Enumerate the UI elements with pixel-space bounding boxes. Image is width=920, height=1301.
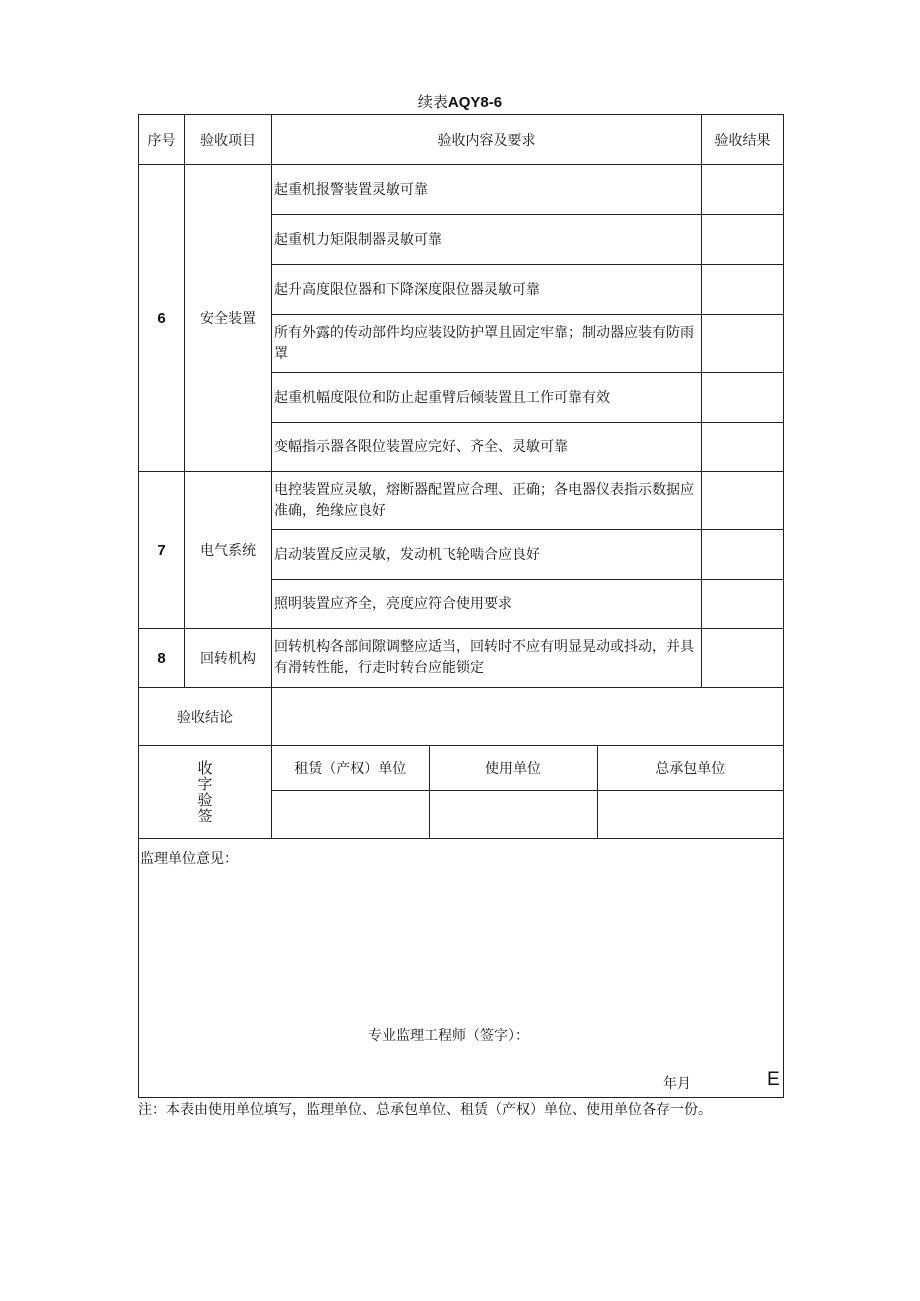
result-cell[interactable] bbox=[702, 530, 784, 580]
header-content: 验收内容及要求 bbox=[272, 115, 702, 165]
signature-user-cell[interactable] bbox=[429, 790, 597, 838]
result-cell[interactable] bbox=[702, 423, 784, 472]
requirement-cell: 启动装置反应灵敏，发动机飞轮啮合应良好 bbox=[272, 530, 702, 580]
requirement-cell: 回转机构各部间隙调整应适当，回转时不应有明显晃动或抖动，并具有滑转性能，行走时转台应能锁定 bbox=[272, 629, 702, 688]
opinion-cell[interactable] bbox=[139, 839, 784, 1098]
engineer-signature-label: 专业监理工程师（签字）： bbox=[368, 1028, 529, 1044]
unit-user: 使用单位 bbox=[429, 746, 597, 790]
group-item: 电气系统 bbox=[185, 472, 272, 629]
result-cell[interactable] bbox=[702, 373, 784, 423]
group-item: 回转机构 bbox=[185, 629, 272, 688]
conclusion-cell[interactable] bbox=[272, 688, 784, 746]
signature-char: 字 bbox=[197, 774, 213, 793]
conclusion-label: 验收结论 bbox=[139, 688, 272, 746]
result-cell[interactable] bbox=[702, 472, 784, 530]
signature-char: 签 bbox=[197, 806, 213, 825]
opinion-label: 监理单位意见： bbox=[140, 851, 238, 867]
table-row bbox=[139, 472, 784, 530]
requirement-cell: 电控装置应灵敏，熔断器配置应合理、正确；各电器仪表指示数据应准确，绝缘应良好 bbox=[272, 472, 702, 530]
acceptance-table bbox=[138, 114, 784, 1098]
requirement-cell: 起重机力矩限制器灵敏可靠 bbox=[272, 215, 702, 265]
group-item: 安全装置 bbox=[185, 165, 272, 472]
date-label: 年月 bbox=[663, 1076, 691, 1092]
group-number: 7 bbox=[139, 472, 185, 629]
signature-contractor-cell[interactable] bbox=[597, 790, 783, 838]
requirement-cell: 所有外露的传动部件均应装设防护罩且固定牢靠；制动器应装有防雨罩 bbox=[272, 315, 702, 373]
result-cell[interactable] bbox=[702, 629, 784, 688]
result-cell[interactable] bbox=[702, 580, 784, 629]
signature-grid-cell bbox=[272, 746, 784, 839]
requirement-cell: 起重机报警装置灵敏可靠 bbox=[272, 165, 702, 215]
title-code: AQY8-6 bbox=[447, 94, 503, 111]
header-item: 验收项目 bbox=[185, 115, 272, 165]
group-number: 8 bbox=[139, 629, 185, 688]
signature-grid bbox=[272, 746, 783, 838]
table-row bbox=[139, 629, 784, 688]
table-row bbox=[139, 165, 784, 215]
table-title bbox=[0, 92, 920, 113]
signature-char: 收 bbox=[197, 758, 213, 777]
group-number: 6 bbox=[139, 165, 185, 472]
opinion-row bbox=[139, 839, 784, 1098]
unit-lessor: 租赁（产权）单位 bbox=[272, 746, 429, 790]
date-e-mark: E bbox=[767, 1069, 780, 1090]
unit-contractor: 总承包单位 bbox=[597, 746, 783, 790]
result-cell[interactable] bbox=[702, 215, 784, 265]
header-result: 验收结果 bbox=[702, 115, 784, 165]
header-row bbox=[139, 115, 784, 165]
requirement-cell: 起重机幅度限位和防止起重臂后倾装置且工作可靠有效 bbox=[272, 373, 702, 423]
signature-row bbox=[139, 746, 784, 839]
header-seq: 序号 bbox=[139, 115, 185, 165]
requirement-cell: 起升高度限位器和下降深度限位器灵敏可靠 bbox=[272, 265, 702, 315]
title-prefix: 续表 bbox=[417, 93, 448, 111]
signature-lessor-cell[interactable] bbox=[272, 790, 429, 838]
requirement-cell: 照明装置应齐全，亮度应符合使用要求 bbox=[272, 580, 702, 629]
requirement-cell: 变幅指示器各限位装置应完好、齐全、灵敏可靠 bbox=[272, 423, 702, 472]
footnote: 注：本表由使用单位填写，监理单位、总承包单位、租赁（产权）单位、使用单位各存一份。 bbox=[138, 1102, 712, 1118]
result-cell[interactable] bbox=[702, 315, 784, 373]
result-cell[interactable] bbox=[702, 265, 784, 315]
conclusion-row bbox=[139, 688, 784, 746]
result-cell[interactable] bbox=[702, 165, 784, 215]
signature-char: 验 bbox=[197, 790, 213, 809]
signature-label bbox=[139, 746, 272, 839]
